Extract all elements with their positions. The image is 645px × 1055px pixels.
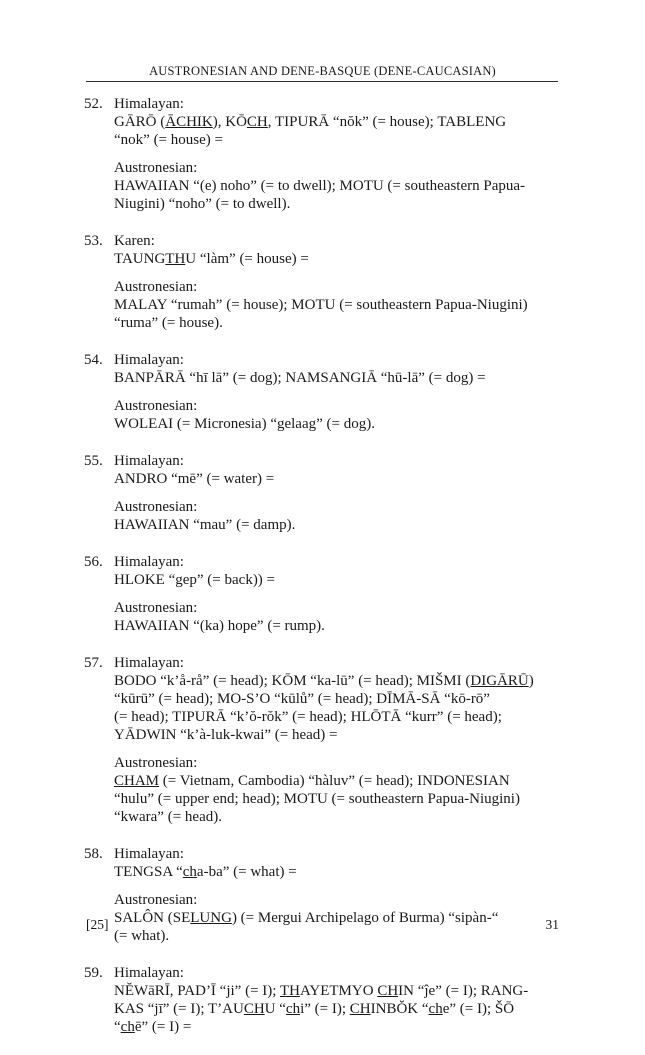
- group-label: Austronesian:: [114, 279, 198, 295]
- underlined-text: CH: [377, 983, 399, 999]
- text-run: TENGSA “: [114, 864, 183, 880]
- entry-line: [114, 726, 564, 744]
- page-ref: [25]: [86, 917, 109, 932]
- text-run: Niugini) “noho” (= to dwell).: [114, 196, 291, 212]
- text-run: GĀRŌ (: [114, 114, 166, 130]
- text-run: HAWAIIAN “mau” (= damp).: [114, 517, 296, 533]
- entry: [84, 964, 564, 1036]
- text-run: SALÔN (SE: [114, 910, 191, 926]
- text-run: KAS “jī” (= I); T’AU: [114, 1001, 244, 1017]
- underlined-text: ch: [120, 1019, 135, 1035]
- text-run: WOLEAI (= Micronesia) “gelaag” (= dog).: [114, 416, 375, 432]
- underlined-text: TH: [279, 983, 300, 999]
- text-run: TAUNG: [114, 251, 166, 267]
- text-run: (= what).: [114, 928, 170, 944]
- entry-number: 58.: [84, 846, 103, 862]
- text-run: “hulu” (= upper end; head); MOTU (= southeastern Papua-Niugini): [114, 791, 520, 807]
- text-run: a-ba” (= what) =: [196, 864, 297, 880]
- entry-line: [114, 690, 564, 708]
- underlined-text: ĀCHIK: [165, 114, 213, 130]
- underlined-text: CH: [349, 1001, 371, 1017]
- text-run: ), KŌ: [212, 114, 247, 130]
- entry-line: [114, 708, 564, 726]
- text-run: U “làm” (= house) =: [185, 251, 309, 267]
- entry-line: [114, 369, 564, 387]
- text-run: “kwara” (= head).: [114, 809, 222, 825]
- page-number: 31: [545, 917, 559, 932]
- entry-line: [114, 1018, 564, 1036]
- group-label: Austronesian:: [114, 160, 198, 176]
- underlined-text: CH: [246, 114, 268, 130]
- text-run: i” (= I);: [300, 1001, 350, 1017]
- entry-line: [114, 790, 564, 808]
- text-run: U “: [264, 1001, 286, 1017]
- text-run: ANDRO “mē” (= water) =: [114, 471, 275, 487]
- entry-line: [114, 131, 564, 149]
- group-label: Himalayan:: [114, 352, 184, 368]
- text-run: ē” (= I) =: [134, 1019, 192, 1035]
- entry-number: 54.: [84, 352, 103, 368]
- entry-line: [114, 113, 564, 131]
- group-label: Austronesian:: [114, 892, 198, 908]
- entry-number: 55.: [84, 453, 103, 469]
- text-run: IN “ĵe” (= I); RANG-: [398, 983, 529, 999]
- text-run: “nok” (= house) =: [114, 132, 223, 148]
- entry-line: [114, 617, 564, 635]
- entry-number: 53.: [84, 233, 103, 249]
- text-run: HLOKE “gep” (= back)) =: [114, 572, 276, 588]
- underlined-text: ch: [182, 864, 197, 880]
- group-label: Himalayan:: [114, 655, 184, 671]
- text-run: ): [528, 673, 534, 689]
- header-rule: [86, 81, 558, 82]
- entry: [84, 654, 564, 826]
- entry-line: [114, 516, 564, 534]
- entry: [84, 95, 564, 213]
- text-run: e” (= I); ŠŌ: [442, 1001, 515, 1017]
- entry-line: [114, 470, 564, 488]
- text-run: “kūrū” (= head); MO-S’O “kūlů” (= head); DĪMĀ-SĀ “kō-rō”: [114, 691, 490, 707]
- group-label: Austronesian:: [114, 398, 198, 414]
- text-run: BANPĀRĀ “hī lā” (= dog); NAMSANGIĀ “hū-lā” (= dog) =: [114, 370, 486, 386]
- underlined-text: DIGĀRŪ: [470, 673, 529, 689]
- entry: [84, 452, 564, 534]
- text-run: “ruma” (= house).: [114, 315, 223, 331]
- entry-line: [114, 296, 564, 314]
- entry-line: [114, 250, 564, 268]
- entry: [84, 351, 564, 433]
- entry-number: 59.: [84, 965, 103, 981]
- entry-line: [114, 415, 564, 433]
- running-head: AUSTRONESIAN AND DENE-BASQUE (DENE-CAUCASIAN): [149, 64, 496, 78]
- underlined-text: CH: [243, 1001, 265, 1017]
- text-run: ) (= Mergui Archipelago of Burma) “sipàn-“: [231, 910, 499, 926]
- entry-line: [114, 314, 564, 332]
- entry-line: [114, 772, 564, 790]
- group-label: Austronesian:: [114, 499, 198, 515]
- underlined-text: ch: [428, 1001, 443, 1017]
- entry-list: [84, 95, 564, 1055]
- text-run: HAWAIIAN “(e) noho” (= to dwell); MOTU (= southeastern Papua-: [114, 178, 526, 194]
- text-run: BODO “k’å-rå” (= head); KŌM “ka-lū” (= head); MIŠMI (: [114, 673, 471, 689]
- group-label: Karen:: [114, 233, 155, 249]
- entry-line: [114, 571, 564, 589]
- group-label: Himalayan:: [114, 965, 184, 981]
- group-label: Himalayan:: [114, 96, 184, 112]
- entry-number: 56.: [84, 554, 103, 570]
- entry-line: [114, 982, 564, 1000]
- text-run: “: [114, 1019, 121, 1035]
- entry: [84, 553, 564, 635]
- entry-line: [114, 1000, 564, 1018]
- entry-line: [114, 863, 564, 881]
- entry-number: 52.: [84, 96, 103, 112]
- text-run: HAWAIIAN “(ka) hope” (= rump).: [114, 618, 325, 634]
- text-run: , TIPURĀ “nŏk” (= house); TABLENG: [267, 114, 507, 130]
- group-label: Austronesian:: [114, 600, 198, 616]
- underlined-text: ch: [285, 1001, 301, 1017]
- text-run: (= head); TIPURĀ “k’ŏ-rŏk” (= head); HLŌTĀ “kurr” (= head);: [114, 709, 502, 725]
- entry-line: [114, 672, 564, 690]
- underlined-text: CHAM: [114, 773, 160, 789]
- underlined-text: TH: [165, 251, 186, 267]
- entry-line: [114, 195, 564, 213]
- entry: [84, 232, 564, 332]
- text-run: MALAY “rumah” (= house); MOTU (= southeastern Papua-Niugini): [114, 297, 528, 313]
- text-run: INBŎK “: [370, 1001, 429, 1017]
- group-label: Austronesian:: [114, 755, 198, 771]
- entry-line: [114, 177, 564, 195]
- group-label: Himalayan:: [114, 453, 184, 469]
- group-label: Himalayan:: [114, 846, 184, 862]
- entry-number: 57.: [84, 655, 103, 671]
- text-run: YĀDWIN “k’à-luk-kwai” (= head) =: [114, 727, 338, 743]
- entry: [84, 845, 564, 945]
- text-run: NĔWāRĪ, PAD’Ī “ji” (= I);: [114, 983, 280, 999]
- group-label: Himalayan:: [114, 554, 184, 570]
- text-run: AYETMYO: [299, 983, 378, 999]
- underlined-text: LUNG: [190, 910, 232, 926]
- text-run: (= Vietnam, Cambodia) “hàluv” (= head); INDONESIAN: [159, 773, 510, 789]
- entry-line: [114, 808, 564, 826]
- entry-line: [114, 909, 564, 927]
- entry-line: [114, 927, 564, 945]
